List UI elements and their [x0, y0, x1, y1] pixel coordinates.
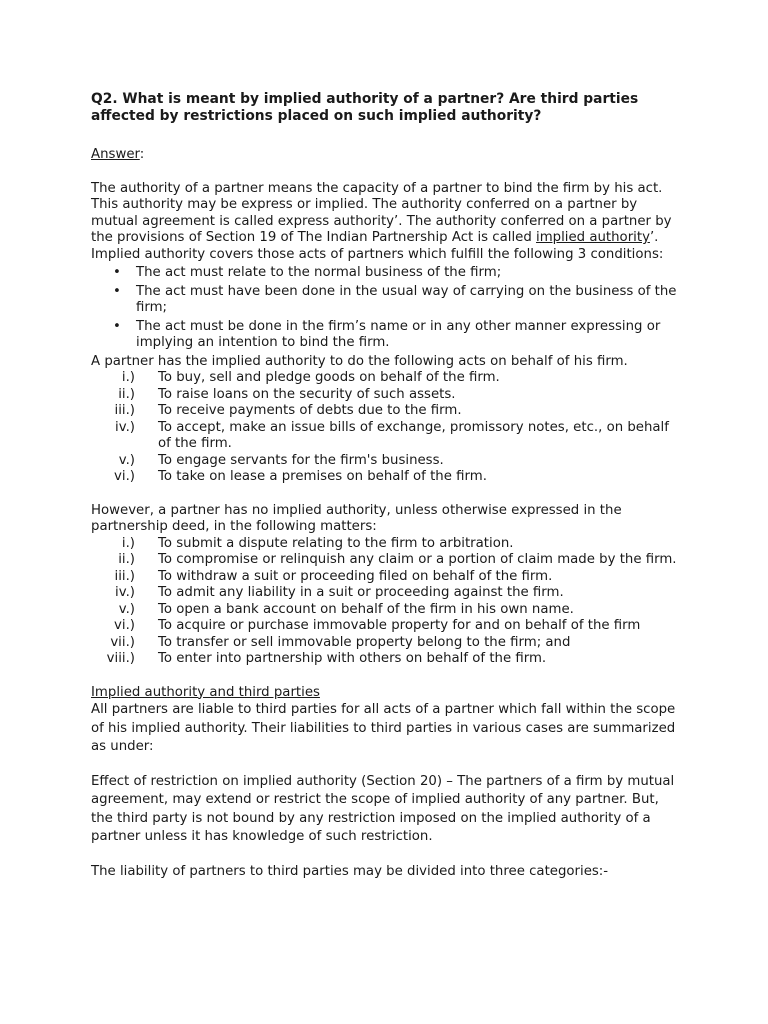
list-item [91, 635, 681, 652]
third-parties-paragraph: All partners are liable to third parties for all acts of a partner which fall within the scope of his implied authority. Their liabilities to third parties in various cases are summarized as under: [91, 702, 676, 754]
list-item [91, 552, 681, 569]
item-text: To buy, sell and pledge goods on behalf of the firm. [158, 370, 500, 385]
item-text: To raise loans on the security of such assets. [158, 386, 456, 402]
item-text: To open a bank account on behalf of the firm in his own name. [158, 601, 574, 617]
spacer [91, 757, 681, 773]
implied-acts-list [91, 370, 681, 486]
list-item [91, 319, 681, 352]
item-number: v.) [118, 452, 135, 468]
list-item [91, 569, 681, 586]
item-number: vi.) [114, 618, 135, 633]
no-authority-list [91, 536, 681, 668]
implied-authority-term: implied authority [536, 230, 650, 245]
question-heading: Q2. What is meant by implied authority of a partner? Are third parties affected by restrictions placed on such implied authority? [91, 91, 639, 124]
item-number: iv.) [115, 419, 135, 435]
item-number: vii.) [110, 634, 135, 650]
para1-text-start: The authority of a partner means the capacity of a partner to bind the firm by his act. This authority may be express or implied. The authority conferred on a partner by mutual agreement is called express authority’. The authority conferred on a partner by the provisions of Section 19 of The Indian Partnership Act is called [91, 180, 672, 245]
list-item [91, 387, 681, 404]
item-number: ii.) [118, 552, 135, 567]
acts-intro: A partner has the implied authority to do the following acts on behalf of his firm. [91, 353, 628, 369]
item-text: To admit any liability in a suit or proceeding against the firm. [158, 585, 564, 600]
item-text: To receive payments of debts due to the firm. [158, 403, 462, 418]
item-text: To withdraw a suit or proceeding filed on behalf of the firm. [158, 568, 553, 584]
authority-definition-paragraph [91, 181, 681, 264]
bullet-icon: • [113, 318, 121, 334]
condition-text: The act must have been done in the usual way of carrying on the business of the firm; [136, 283, 677, 315]
item-text: To transfer or sell immovable property belong to the firm; and [158, 634, 571, 650]
spacer [91, 668, 681, 685]
condition-text: The act must relate to the normal business of the firm; [136, 265, 502, 280]
answer-label-line [91, 147, 681, 164]
bullet-icon: • [113, 265, 121, 280]
item-number: iii.) [114, 568, 135, 584]
list-item [91, 536, 681, 553]
list-item [91, 265, 681, 282]
item-text: To acquire or purchase immovable property for and on behalf of the firm [158, 618, 641, 633]
list-item [91, 420, 681, 453]
list-item [91, 370, 681, 387]
item-number: vi.) [114, 469, 135, 484]
item-text: To take on lease a premises on behalf of the firm. [158, 469, 487, 484]
item-number: iv.) [115, 585, 135, 600]
list-item [91, 618, 681, 635]
item-text: To enter into partnership with others on behalf of the firm. [158, 651, 547, 666]
list-item [91, 453, 681, 470]
item-text: To accept, make an issue bills of exchange, promissory notes, etc., on behalf of the firm. [158, 419, 669, 451]
item-number: v.) [118, 601, 135, 617]
conditions-list [91, 265, 681, 352]
spacer [91, 847, 681, 863]
list-item [91, 403, 681, 420]
para1-text-end: ’. Implied authority covers those acts of partners which fulfill the following 3 conditions: [91, 230, 664, 262]
item-number: ii.) [118, 386, 135, 402]
answer-colon: : [139, 147, 145, 162]
third-parties-heading: Implied authority and third parties [91, 684, 320, 700]
list-item [91, 651, 681, 668]
document-page [91, 91, 681, 881]
item-number: viii.) [106, 651, 135, 666]
item-number: i.) [121, 370, 135, 385]
list-item [91, 585, 681, 602]
restriction-paragraph: Effect of restriction on implied authority (Section 20) – The partners of a firm by mutual agreement, may extend or restrict the scope of implied authority of any partner. But, the third party is not bound by any restriction imposed on the implied authority of a partner unless it has knowledge of such restriction. [91, 773, 675, 844]
list-item [91, 284, 681, 317]
no-authority-intro: However, a partner has no implied authority, unless otherwise expressed in the partnership deed, in the following matters: [91, 502, 622, 534]
categories-paragraph: The liability of partners to third parties may be divided into three categories:- [91, 863, 609, 879]
list-item [91, 602, 681, 619]
item-text: To submit a dispute relating to the firm to arbitration. [158, 535, 514, 551]
list-item [91, 469, 681, 486]
spacer [91, 486, 681, 503]
item-text: To compromise or relinquish any claim or a portion of claim made by the firm. [158, 552, 677, 567]
item-number: i.) [121, 535, 135, 551]
condition-text: The act must be done in the firm’s name or in any other manner expressing or implying an intention to bind the firm. [136, 318, 661, 350]
answer-label: Answer [91, 147, 140, 162]
bullet-icon: • [113, 283, 121, 299]
item-text: To engage servants for the firm's business. [158, 452, 444, 468]
item-number: iii.) [114, 403, 135, 418]
